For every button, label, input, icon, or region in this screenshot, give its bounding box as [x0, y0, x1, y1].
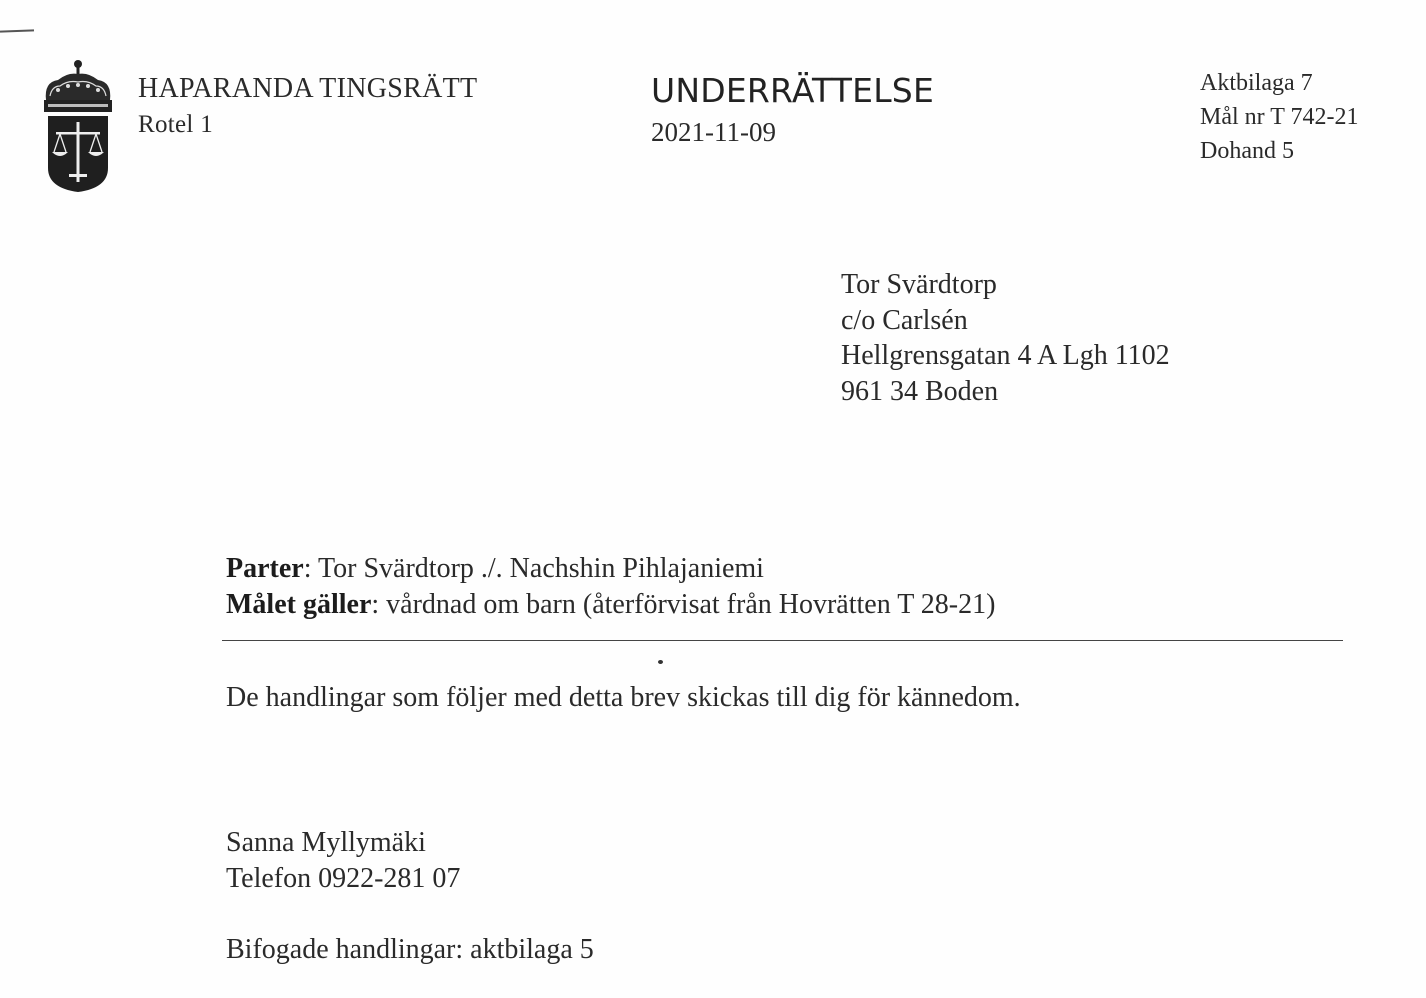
parties-label: Parter: [226, 553, 304, 584]
recipient-postal: 961 34 Boden: [841, 375, 999, 407]
document-type: UNDERRÄTTELSE: [651, 71, 935, 110]
sender-block: [226, 825, 460, 897]
recipient-street: Hellgrensgatan 4 A Lgh 1102: [841, 340, 1170, 371]
recipient-care-of: c/o Carlsén: [841, 304, 968, 336]
recipient-name: Tor Svärdtorp: [841, 269, 997, 300]
sender-name: Sanna Myllymäki: [226, 827, 426, 858]
recipient-address: [841, 267, 1170, 409]
subject-row: [226, 587, 995, 623]
parties-row: [226, 551, 995, 587]
court-rotel: Rotel 1: [138, 111, 214, 138]
court-name: HAPARANDA TINGSRÄTT: [138, 73, 478, 104]
scan-artifact: [0, 29, 34, 32]
reference-aktbilaga: Aktbilaga 7: [1200, 70, 1313, 96]
subject-label: Målet gäller: [226, 588, 372, 620]
divider-line: [222, 640, 1343, 641]
document-heading: [651, 70, 934, 150]
sender-phone: Telefon 0922-281 07: [226, 863, 461, 894]
attachments-line: Bifogade handlingar: aktbilaga 5: [226, 934, 594, 965]
reference-dohand: Dohand 5: [1200, 138, 1294, 164]
parties-value: : Tor Svärdtorp ./. Nachshin Pihlajaniemi: [303, 553, 764, 584]
case-info: [226, 551, 995, 622]
document-date: 2021-11-09: [651, 117, 776, 147]
reference-case-number: Mål nr T 742-21: [1200, 104, 1359, 130]
court-info: [138, 70, 477, 142]
court-emblem-icon: [38, 56, 118, 196]
scan-speck: [658, 660, 663, 664]
case-references: [1200, 66, 1358, 168]
letter-body: De handlingar som följer med detta brev skickas till dig för kännedom.: [226, 682, 1021, 713]
subject-value: : vårdnad om barn (återförvisat från Hovrätten T 28-21): [371, 588, 996, 620]
